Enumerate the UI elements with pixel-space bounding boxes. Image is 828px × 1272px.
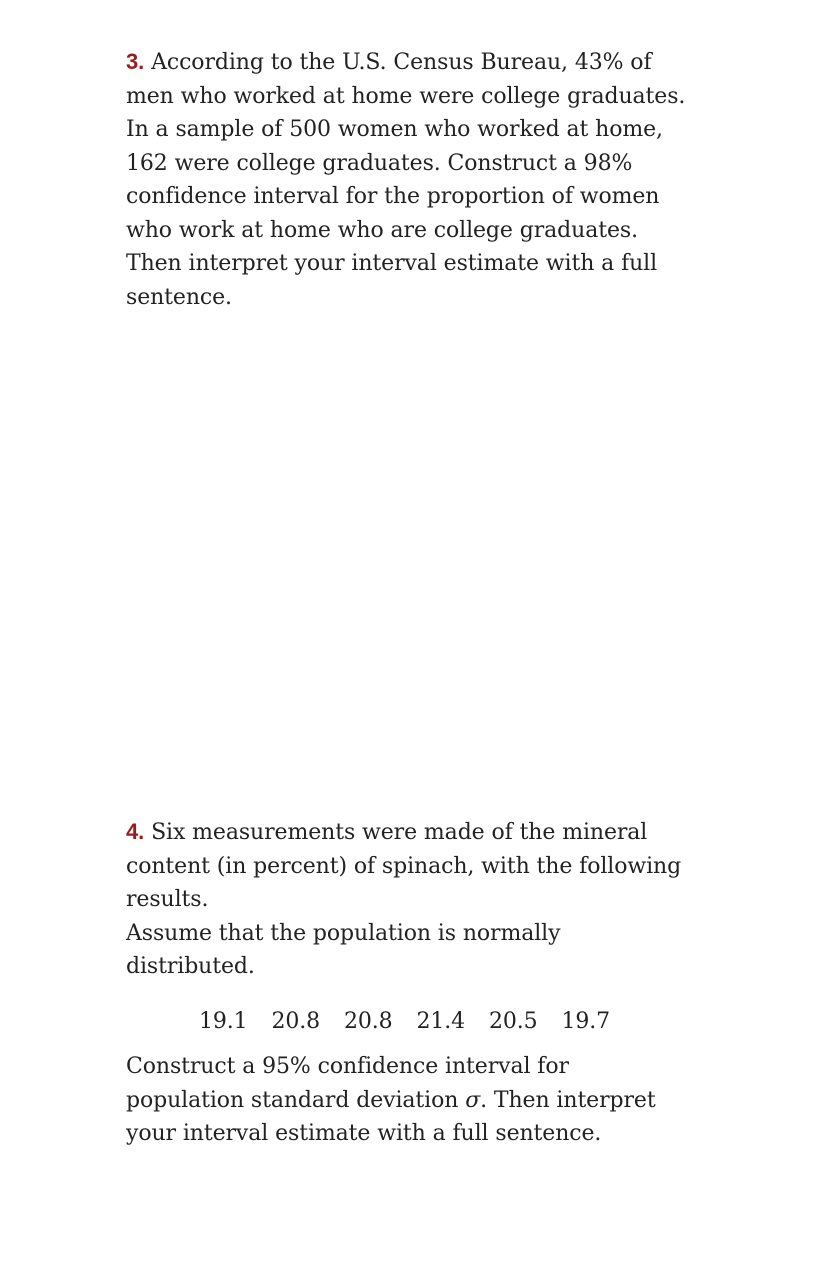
data-value: 20.5 bbox=[489, 1008, 538, 1034]
problem-4-intro-text: Six measurements were made of the mineral content (in percent) of spinach, with the following results. bbox=[126, 820, 682, 912]
problem-4-intro bbox=[126, 815, 686, 917]
data-value: 20.8 bbox=[344, 1008, 393, 1034]
data-value: 19.7 bbox=[561, 1008, 611, 1034]
data-value: 20.8 bbox=[271, 1008, 321, 1034]
question-before: Construct a 95% confidence interval for population standard deviation bbox=[126, 1054, 569, 1113]
data-value: 19.1 bbox=[199, 1008, 248, 1034]
data-value: 21.4 bbox=[416, 1008, 466, 1034]
data-values bbox=[126, 1005, 686, 1039]
question-after: . Then interpret your interval estimate with a full sentence. bbox=[126, 1087, 656, 1146]
sigma-symbol: σ bbox=[465, 1087, 481, 1113]
problem-4-assumption: Assume that the population is normally distributed. bbox=[126, 920, 561, 979]
problem-3 bbox=[126, 45, 686, 314]
problem-3-text bbox=[126, 45, 686, 314]
problem-4-question bbox=[126, 1050, 686, 1151]
problem-4 bbox=[126, 815, 686, 1151]
problem-3-body: According to the U.S. Census Bureau, 43% of men who worked at home were college graduates. In a sample of 500 women who worked at home, 162 were college graduates. Construct a 98% confidence interval for the proportion of women who work at home who are college graduates. Then interpret your interval estimate with a full sentence. bbox=[126, 50, 686, 310]
problem-3-number: 3. bbox=[126, 49, 145, 74]
problem-4-number: 4. bbox=[126, 819, 145, 844]
